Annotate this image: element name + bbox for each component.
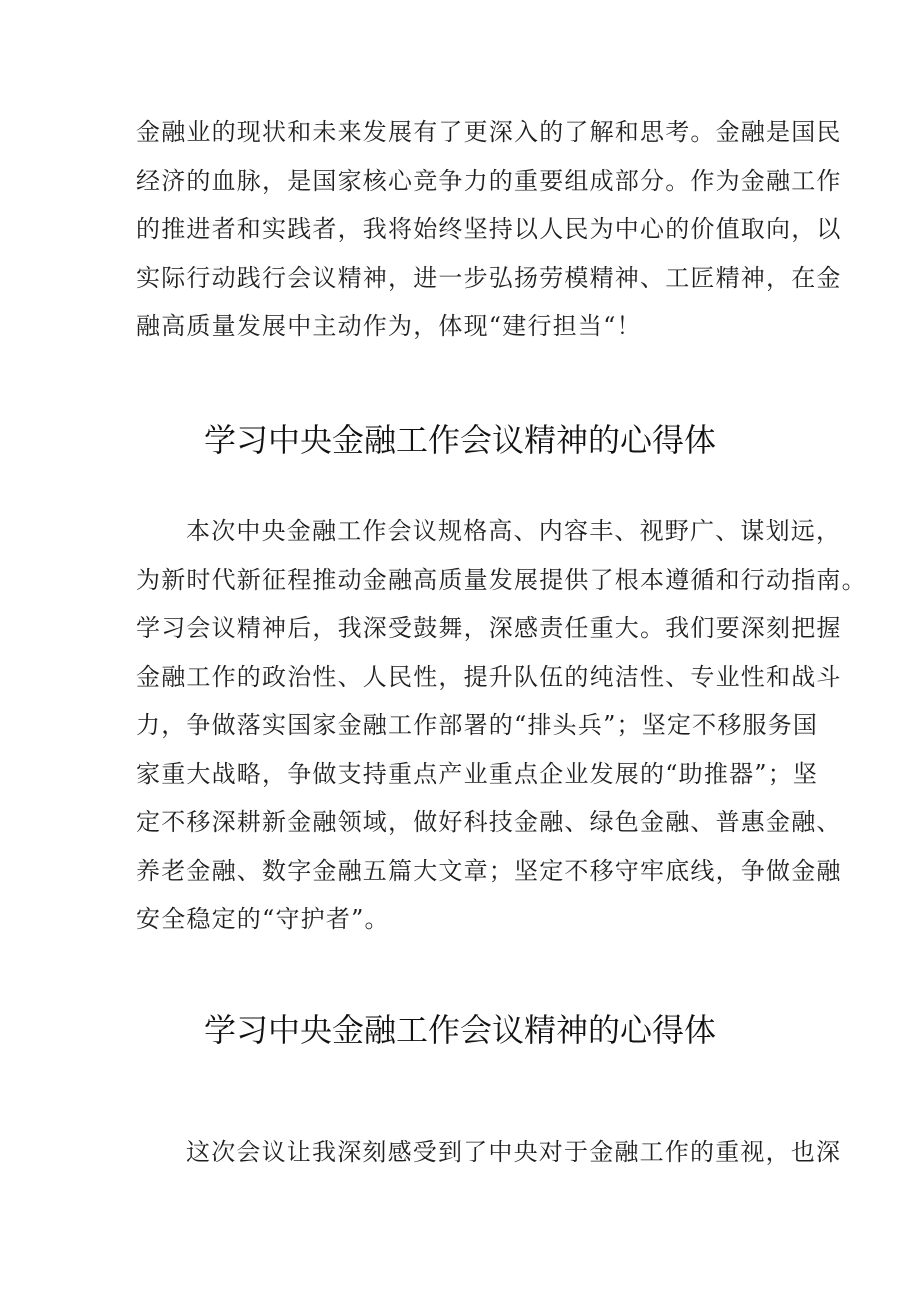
paragraph-line: 经济的血脉，是国家核心竞争力的重要组成部分。作为金融工作 <box>136 166 842 195</box>
paragraph-line: 养老金融、数字金融五篇大文章；坚定不移守牢底线，争做金融 <box>136 856 842 885</box>
section-1-title: 学习中央金融工作会议精神的心得体 <box>203 421 716 459</box>
paragraph-line: 为新时代新征程推动金融高质量发展提供了根本遵循和行动指南。 <box>136 565 867 594</box>
intro-paragraph <box>136 108 842 351</box>
paragraph-line: 这次会议让我深刻感受到了中央对于金融工作的重视，也深 <box>186 1138 842 1166</box>
paragraph-line: 力，争做落实国家金融工作部署的“排头兵”；坚定不移服务国 <box>136 711 819 739</box>
paragraph-line: 学习会议精神后，我深受鼓舞，深感责任重大。我们要深刻把握 <box>136 614 842 642</box>
paragraph-line: 融高质量发展中主动作为，体现“建行担当“！ <box>136 312 642 340</box>
paragraph-line: 实际行动践行会议精神，进一步弘扬劳模精神、工匠精神，在金 <box>136 263 842 292</box>
paragraph-line: 的推进者和实践者，我将始终坚持以人民为中心的价值取向，以 <box>136 215 842 243</box>
section-2-paragraph <box>136 1128 842 1177</box>
paragraph-line: 安全稳定的“守护者”。 <box>136 905 390 933</box>
paragraph-line: 家重大战略，争做支持重点产业重点企业发展的“助推器”；坚 <box>136 759 819 788</box>
paragraph-line: 定不移深耕新金融领域，做好科技金融、绿色金融、普惠金融、 <box>136 808 842 836</box>
section-2-title: 学习中央金融工作会议精神的心得体 <box>203 1011 716 1049</box>
section-1-paragraph <box>136 507 867 944</box>
paragraph-line: 本次中央金融工作会议规格高、内容丰、视野广、谋划远， <box>186 517 842 545</box>
paragraph-line: 金融业的现状和未来发展有了更深入的了解和思考。金融是国民 <box>136 118 842 146</box>
paragraph-line: 金融工作的政治性、人民性，提升队伍的纯洁性、专业性和战斗 <box>136 662 842 691</box>
